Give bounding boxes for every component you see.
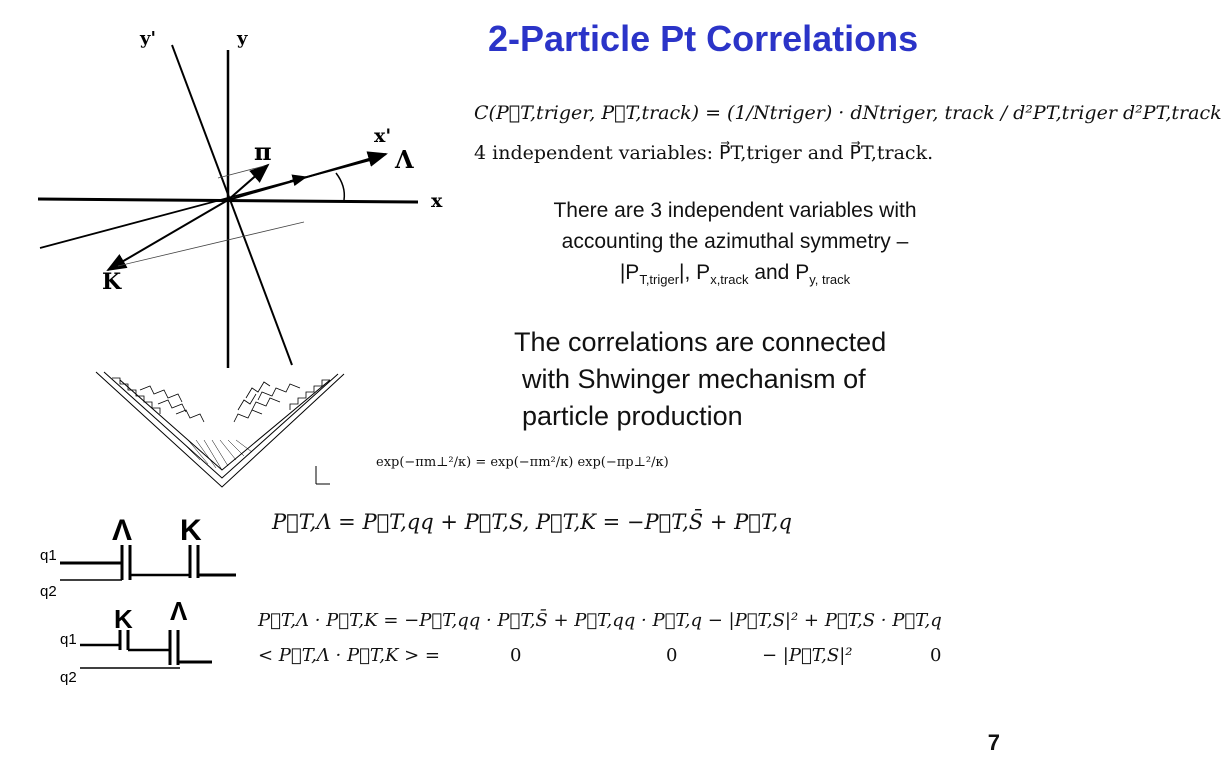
y-prime-axis (172, 45, 292, 365)
averaged-term-1: 0 (510, 645, 522, 666)
quark-bottom-lambda-label: Λ (170, 596, 188, 626)
slide-title: 2-Particle Pt Correlations (488, 18, 919, 59)
averaged-term-3: − |P⃗T,S|² (762, 645, 853, 666)
momentum-decomposition-formula: P⃗T,Λ = P⃗T,qq + P⃗T,S, P⃗T,K = −P⃗T,S̄ + P⃗T,q (272, 510, 792, 534)
paragraph1-line2: accounting the azimuthal symmetry – (561, 230, 909, 253)
quark-bottom-k-label: K (114, 604, 133, 634)
paragraph-schwinger-mechanism (514, 324, 984, 435)
quark-top-lambda-label: Λ (112, 514, 133, 547)
paragraph2-line3: particle production (522, 401, 743, 431)
averaged-term-2: 0 (666, 645, 678, 666)
k-vector (108, 200, 228, 270)
quark-top-k-label: K (180, 514, 202, 547)
quark-diagram-top (60, 545, 236, 580)
paragraph2-line2: with Shwinger mechanism of (522, 364, 866, 394)
quark-top-q2-label: q2 (40, 583, 57, 600)
y-label: y (237, 28, 248, 49)
quark-bottom-q2-label: q2 (60, 669, 77, 686)
averaged-dot-product-lhs: < P⃗T,Λ · P⃗T,K > = (258, 645, 441, 666)
quark-diagram-bottom (80, 630, 212, 668)
paragraph2-line1: The correlations are connected (514, 327, 887, 357)
pi-label: π (254, 137, 272, 166)
x-prime-label: x' (374, 125, 392, 147)
quark-top-q1-label: q1 (40, 547, 57, 564)
k-label: K (102, 269, 122, 295)
correlation-formula: C(P⃗T,triger, P⃗T,track) = (1/Ntriger) · dNtriger, track / d²PT,triger d²PT,track (474, 102, 1222, 124)
page-number: 7 (987, 730, 1000, 755)
averaged-term-4: 0 (930, 645, 942, 666)
paragraph-independent-variables (500, 195, 970, 295)
paragraph1-line1: There are 3 independent variables with (553, 199, 917, 222)
lambda-label: Λ (395, 145, 414, 174)
paragraph1-line3: $|P_{T,triger}|$, $P_{x,track}$ and $P_{y, track}$ (619, 261, 851, 288)
small-axes-icon (316, 466, 330, 484)
quark-bottom-q1-label: q1 (60, 631, 77, 648)
lambda-vector (228, 154, 386, 200)
y-prime-label: y' (140, 28, 156, 49)
dot-product-formula: P⃗T,Λ · P⃗T,K = −P⃗T,qq · P⃗T,S̄ + P⃗T,qq · P⃗T,q − |P⃗T,S|² + P⃗T,S · P⃗T,q (258, 610, 942, 631)
exponential-formula: exp(−πm⊥²/κ) = exp(−πm²/κ) exp(−πp⊥²/κ) (376, 455, 669, 470)
independent-variables-formula: 4 independent variables: P⃗T,triger and P⃗T,track. (474, 142, 934, 164)
x-label: x (431, 190, 443, 212)
string-breaking-diagram (96, 372, 344, 487)
